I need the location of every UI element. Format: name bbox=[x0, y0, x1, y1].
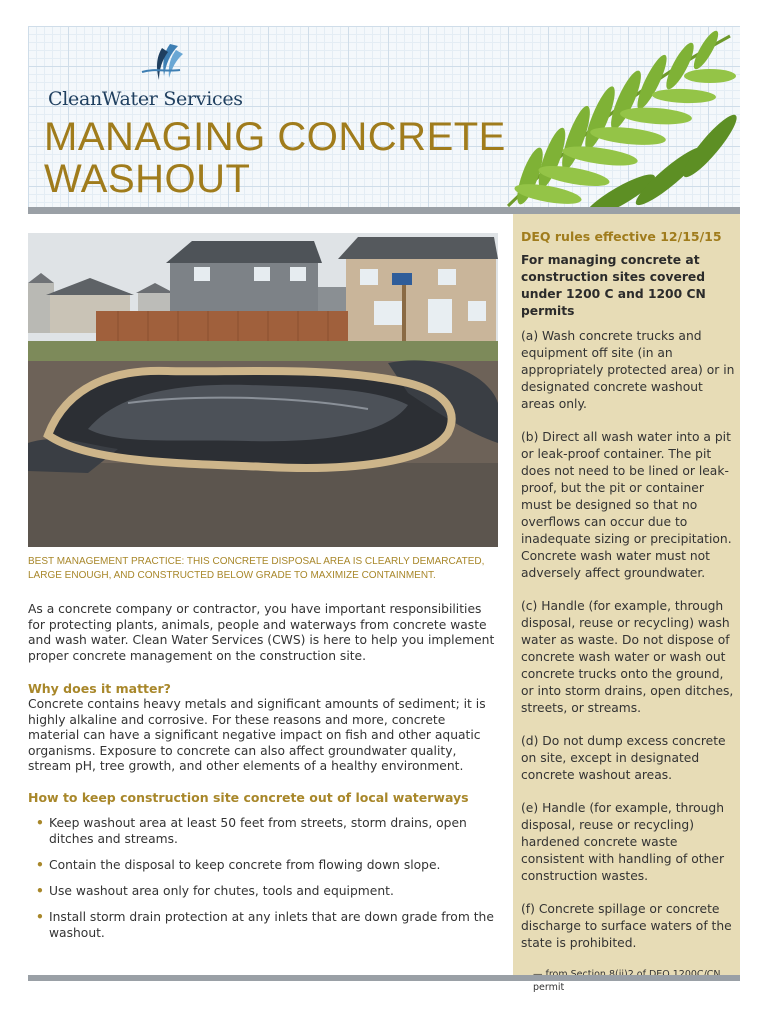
rule-e: (e) Handle (for example, through disposal, reuse or recycling) hardened concrete waste consistent with handling of other construction wastes. bbox=[521, 801, 725, 883]
water-wave-icon bbox=[140, 42, 184, 84]
deq-rules-sidebar bbox=[513, 214, 740, 993]
why-heading: Why does it matter? bbox=[28, 681, 171, 696]
top-divider-bar bbox=[28, 207, 740, 214]
concrete-washout-photo bbox=[28, 233, 498, 547]
title-line-1: MANAGING CONCRETE bbox=[44, 115, 506, 159]
fern-leaf-image bbox=[490, 26, 740, 208]
header-banner bbox=[28, 26, 740, 208]
page-title bbox=[44, 116, 506, 200]
why-paragraph: Concrete contains heavy metals and significant amounts of sediment; it is highly alkaline and corrosive. For these reasons and more, concrete material can have a significant negative impact on fish and other aquatic organisms. Exposure to concrete can also affect groundwater quality, stream pH, tree growth, and other elements of a healthy environment. bbox=[28, 697, 486, 773]
bullet-icon: • bbox=[36, 816, 44, 830]
how-heading: How to keep construction site concrete out of local waterways bbox=[28, 790, 469, 805]
practice-list bbox=[36, 815, 498, 951]
sidebar-title: DEQ rules effective 12/15/15 bbox=[521, 229, 722, 244]
intro-paragraph: As a concrete company or contractor, you have important responsibilities for protecting plants, animals, people and waterways from concrete waste and wash water. Clean Water Services (CWS) is here to help you implement proper concrete management on the construction site. bbox=[28, 602, 495, 663]
list-item bbox=[36, 857, 498, 873]
logo-text: CleanWater Services bbox=[48, 88, 243, 110]
rule-a: (a) Wash concrete trucks and equipment off site (in an appropriately protected area) or in designated concrete washout areas only. bbox=[521, 329, 735, 411]
rule-c: (c) Handle (for example, through disposal, reuse or recycling) wash water as waste. Do not dispose of concrete wash water or wash out concrete trucks onto the ground, or into storm drains, open ditches, streets, or streams. bbox=[521, 599, 734, 715]
rule-b: (b) Direct all wash water into a pit or leak-proof container. The pit does not need to be lined or leak-proof, but the pit or container must be designed so that no overflows can occur due to inadequate sizing or precipitation. Concrete wash water must not adversely affect groundwater. bbox=[521, 430, 732, 580]
bullet-icon: • bbox=[36, 884, 44, 898]
list-item-text: Keep washout area at least 50 feet from streets, storm drains, open ditches and streams. bbox=[49, 816, 467, 846]
title-line-2: WASHOUT bbox=[44, 157, 251, 201]
rule-f: (f) Concrete spillage or concrete discharge to surface waters of the state is prohibited. bbox=[521, 902, 732, 950]
list-item-text: Use washout area only for chutes, tools and equipment. bbox=[49, 884, 394, 898]
sidebar-subtitle: For managing concrete at construction sites covered under 1200 C and 1200 CN permits bbox=[521, 253, 706, 318]
list-item-text: Install storm drain protection at any inlets that are down grade from the washout. bbox=[49, 910, 494, 940]
clean-water-services-logo bbox=[48, 42, 308, 110]
list-item bbox=[36, 909, 498, 941]
bullet-icon: • bbox=[36, 858, 44, 872]
bottom-divider-bar bbox=[28, 975, 740, 981]
photo-caption: BEST MANAGEMENT PRACTICE: THIS CONCRETE DISPOSAL AREA IS CLEARLY DEMARCATED, LARGE ENOUGH, AND CONSTRUCTED BELOW GRADE TO MAXIMIZE CONTAINMENT. bbox=[28, 556, 485, 581]
rule-d: (d) Do not dump excess concrete on site, except in designated concrete washout areas. bbox=[521, 734, 726, 782]
list-item-text: Contain the disposal to keep concrete from flowing down slope. bbox=[49, 858, 441, 872]
source-citation: permit bbox=[533, 982, 565, 993]
bullet-icon: • bbox=[36, 910, 44, 924]
list-item bbox=[36, 815, 498, 847]
list-item bbox=[36, 883, 498, 899]
